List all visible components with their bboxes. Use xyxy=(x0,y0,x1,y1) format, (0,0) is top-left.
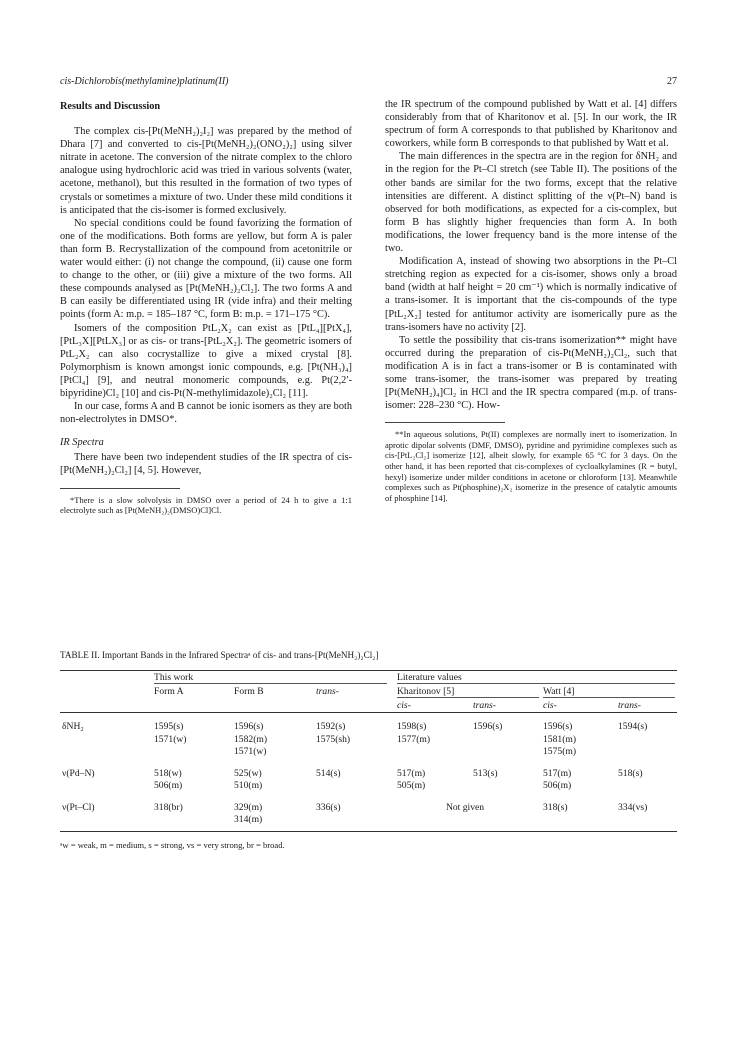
table-cell: 513(s) xyxy=(473,767,498,779)
right-column xyxy=(385,98,677,503)
table-row xyxy=(60,760,677,794)
table-cell: 506(m) xyxy=(154,780,183,791)
paragraph: To settle the possibility that cis-trans isomerization** might have occurred during the preparation of cis-Pt(MeNH₂)₂Cl₂, such that modification A is in fact a trans-isomer or B is contaminated with some trans-isomer, the trans-isomer was prepared by treating [Pt(MeNH₂)₄]Cl₂ in HCl and the IR spectra compared (m.p. of trans-isomer: 228–230 °C). How- xyxy=(385,334,677,412)
group-literature: Literature values xyxy=(397,672,675,684)
paragraph: In our case, forms A and B cannot be ionic isomers as they are both non-electrolytes in DMSO*. xyxy=(60,401,352,426)
row-label: δNH₂ xyxy=(62,721,84,732)
table-cell: 1592(s) xyxy=(316,721,346,732)
table-cell: 329(m) xyxy=(234,801,263,813)
table-cell: 1575(m) xyxy=(543,746,577,757)
table-cell: 334(vs) xyxy=(618,801,648,813)
running-head xyxy=(60,76,677,90)
col-trans: trans- xyxy=(316,686,339,697)
table-row xyxy=(60,713,677,760)
paragraph: No special conditions could be found favorizing the formation of one of the modifications. Both forms are yellow, but form A is paler than form B. Recrystallization of the compound from acetonitrile or water would either: (i) not change the compound, (ii) cause one form to change to the other, or (iii) give a mixture of the two forms. All these compounds analysed as [Pt(MeNH₂)₂Cl₂]. The two forms A and B can easily be differentiated using IR (vide infra) and their melting points (form A: m.p. = 185–187 °C, form B: m.p. = 171–175 °C). xyxy=(60,217,352,321)
sub-trans: trans- xyxy=(618,700,641,711)
table-cell: Not given xyxy=(445,801,485,813)
table-cell: 1594(s) xyxy=(618,721,648,732)
paragraph: The complex cis-[Pt(MeNH₂)₂I₂] was prepared by the method of Dhara [7] and converted to cis-[Pt(MeNH₂)₂(ONO₂)₂] using silver nitrate in acetone. The conversion of the nitrate complex to the chloro analogue using hydrochloric acid was tried in various solvents (water, acetone, methanol), but this resulted in the formation of two types of crystals or sometimes a mixture of two. Under these mild conditions it is anticipated that the cis-isomer is formed exclusively. xyxy=(60,126,352,216)
table-cell: 510(m) xyxy=(234,780,263,791)
table-cell: 1577(m) xyxy=(397,733,431,745)
table-cell: 1571(w) xyxy=(154,733,187,745)
col-form-a: Form A xyxy=(154,686,184,697)
table-cell: 318(s) xyxy=(543,801,568,813)
table-cell: 336(s) xyxy=(316,801,341,813)
paragraph: Isomers of the composition PtL₂X₂ can exist as [PtL₄][PtX₄], [PtL₃X][PtLX₃] or as cis- or trans-[PtL₂X₂]. The geometric isomers of PtL₂X₂ can also cocrystallize to give a mixed crystal [8]. Polymorphism is known amongst ionic compounds, e.g. [Pt(NH₃)₄][PtCl₄] [9], and neutral monomeric compounds, e.g. Pt(2,2′-bipyridine)Cl₂ [10] and cis-Pt(N-methylimidazole)₂Cl₂ [11]. xyxy=(60,322,352,399)
table-note: ᵃw = weak, m = medium, s = strong, vs = very strong, br = broad. xyxy=(60,839,285,850)
row-label: ν(Pt–Cl) xyxy=(62,801,95,813)
table-cell: 506(m) xyxy=(543,780,572,791)
col-watt: Watt [4] xyxy=(543,686,675,698)
paragraph: The main differences in the spectra are in the region for δNH₂ and in the region for the Pt–Cl stretch (see Table II). The positions of the other bands are similar for the two forms, except that the relative intensities are different. A distinct splitting of the ν(Pt–N) band is observed for both modifications, as expected for a cis-complex, but form B has slightly higher frequencies than form A. In both modifications, the lower frequency band is the more intense of the two. xyxy=(385,151,677,255)
table-caption: TABLE II. Important Bands in the Infrared Spectraᵃ of cis- and trans-[Pt(MeNH₂)₂Cl₂] xyxy=(60,650,379,660)
paragraph: There have been two independent studies of the IR spectra of cis-[Pt(MeNH₂)₂Cl₂] [4, 5]. However, xyxy=(60,452,352,477)
table-cell: 1596(s) xyxy=(234,721,264,732)
col-form-b: Form B xyxy=(234,686,264,697)
table-cell: 1596(s) xyxy=(543,721,573,732)
table-cell: 525(w) xyxy=(234,767,262,779)
sub-trans: trans- xyxy=(473,700,496,711)
paragraph: the IR spectrum of the compound published by Watt et al. [4] differs considerably from that of Kharitonov et al. [5]. In our work, the IR spectrum of form A corresponds to that published by Kharitonov and coworkers, while form B corresponds to that published by Watt et al. xyxy=(385,99,677,150)
running-title: cis-Dichlorobis(methylamine)platinum(II) xyxy=(60,76,229,87)
table-ii xyxy=(60,650,677,850)
table-row xyxy=(60,794,677,832)
table-cell: 517(m) xyxy=(543,767,572,779)
table-cell: 1571(w) xyxy=(234,746,267,757)
table-cell: 1595(s) xyxy=(154,721,184,732)
table-cell: 518(s) xyxy=(618,767,643,779)
table-cell: 1581(m) xyxy=(543,733,577,745)
footnote-rule xyxy=(60,488,180,489)
paragraph: Modification A, instead of showing two absorptions in the Pt–Cl stretching region as expected for a cis-isomer, shows only a broad band (width at half height = 20 cm⁻¹) which is normally indicative of a trans-isomer. It is important that the cis-compounds of the type [PtL₂X₂] tested for antitumor activity are isomerically pure as the trans-isomers have no activity [2]. xyxy=(385,256,677,333)
footnote-rule xyxy=(385,422,505,423)
table-cell: 514(s) xyxy=(316,767,341,779)
row-label: ν(Pd–N) xyxy=(62,767,95,779)
left-column xyxy=(60,98,352,516)
footnote: **In aqueous solutions, Pt(II) complexes are normally inert to isomerization. In aprotic dipolar solvents (DMF, DMSO), pyridine and pyrimidine complexes such as cis-[PtL₂Cl₂] isomerize [12], albeit slowly, for example 65 °C for 3 days. On the other hand, it has been reported that cis-complexes of cycloalkylamines (R = butyl, hexyl) isomerize under milder conditions in acetone or chloroform [13]. Meanwhile complexes such as Pt(phosphine)₂X₂ isomerize in the presence of catalytic amounts of phosphine [14]. xyxy=(385,429,677,503)
table-cell: 1596(s) xyxy=(473,721,503,732)
table-cell: 318(br) xyxy=(154,801,183,813)
table-cell: 314(m) xyxy=(234,814,263,825)
ir-bands-table xyxy=(60,670,677,832)
table-cell: 505(m) xyxy=(397,780,426,791)
table-cell: 1598(s) xyxy=(397,721,427,732)
subsection-heading: IR Spectra xyxy=(60,437,104,449)
sub-cis: cis- xyxy=(543,700,557,711)
table-cell: 1575(sh) xyxy=(316,733,351,745)
footnote: *There is a slow solvolysis in DMSO over a period of 24 h to give a 1:1 electrolyte such as [Pt(MeNH₂)₂(DMSO)Cl]Cl. xyxy=(60,494,352,516)
col-kharitonov: Kharitonov [5] xyxy=(397,686,539,698)
table-cell: 517(m) xyxy=(397,767,426,779)
table-cell: 518(w) xyxy=(154,767,182,779)
page-number: 27 xyxy=(667,76,677,87)
group-this-work: This work xyxy=(154,672,387,684)
section-heading: Results and Discussion xyxy=(60,101,161,112)
table-cell: 1582(m) xyxy=(234,733,268,745)
sub-cis: cis- xyxy=(397,700,411,711)
